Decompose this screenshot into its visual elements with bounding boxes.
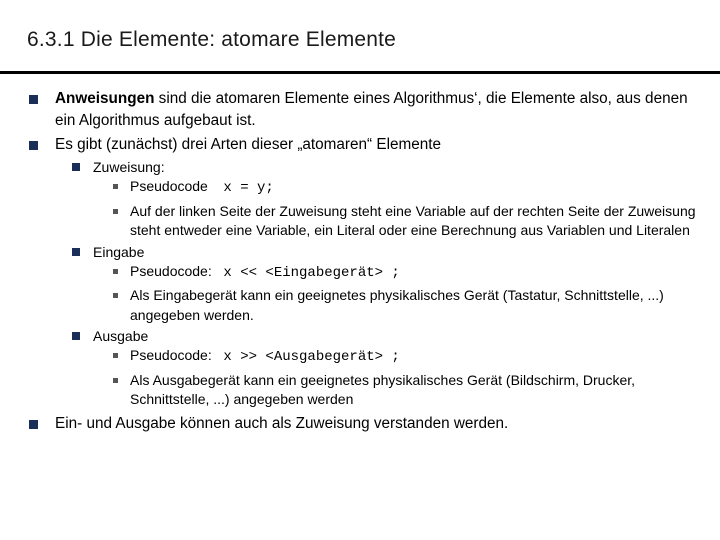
small-square-bullet-icon: [113, 209, 118, 214]
eingabe-desc-text: Als Eingabegerät kann ein geeignetes physikalisches Gerät (Tastatur, Schnittstelle, ...) angegeben werden.: [130, 287, 664, 323]
bullet-anweisungen-bold: Anweisungen: [55, 90, 155, 107]
bullet-ein-ausgabe-text: Ein- und Ausgabe können auch als Zuweisung verstanden werden.: [55, 414, 509, 432]
square-bullet-icon: [72, 248, 80, 256]
small-square-bullet-icon: [113, 184, 118, 189]
bullet-ein-ausgabe: [0, 413, 695, 435]
subbullet-ausgabe: [0, 327, 693, 346]
pseudocode-value: x >> <Ausgabegerät> ;: [223, 349, 400, 365]
pseudocode-value: x = y;: [223, 180, 274, 196]
eingabe-pseudocode: [0, 262, 700, 284]
pseudocode-label: Pseudocode:: [130, 262, 212, 279]
slide-title: 6.3.1 Die Elemente: atomare Elemente: [27, 28, 397, 51]
subbullet-zuweisung: [0, 158, 693, 177]
bullet-anweisungen-text: sind die atomaren Elemente eines Algorithmus‘, die Elemente also, aus denen ein Algorithmus aufgebaut ist.: [55, 90, 688, 129]
small-square-bullet-icon: [113, 378, 118, 383]
pseudocode-label: Pseudocode: [130, 178, 208, 194]
slide-content: [0, 88, 720, 435]
ausgabe-label: Ausgabe: [93, 328, 149, 344]
ausgabe-pseudocode: [0, 346, 700, 368]
ausgabe-desc-text: Als Ausgabegerät kann ein geeignetes physikalisches Gerät (Bildschirm, Drucker, Schnittstelle, ...) angegeben werden: [130, 371, 636, 407]
square-bullet-icon: [29, 420, 38, 429]
bullet-arten-text: Es gibt (zunächst) drei Arten dieser „atomaren“ Elemente: [55, 136, 441, 153]
eingabe-description: [0, 286, 700, 325]
square-bullet-icon: [72, 332, 80, 340]
subbullet-eingabe: [0, 243, 693, 262]
zuweisung-label: Zuweisung:: [93, 159, 165, 175]
square-bullet-icon: [29, 141, 38, 150]
zuweisung-pseudocode: [0, 177, 700, 199]
title-divider: [0, 71, 720, 74]
small-square-bullet-icon: [113, 353, 118, 358]
square-bullet-icon: [72, 163, 80, 171]
eingabe-label: Eingabe: [93, 243, 145, 260]
pseudocode-label: Pseudocode:: [130, 347, 212, 363]
small-square-bullet-icon: [113, 269, 118, 274]
square-bullet-icon: [29, 95, 38, 104]
zuweisung-desc-text: Auf der linken Seite der Zuweisung steht eine Variable auf der rechten Seite der Zuweisung steht entweder eine Variable, ein Literal oder eine Berechnung aus Variablen und Literalen: [130, 202, 696, 238]
pseudocode-value: x << <Eingabegerät> ;: [223, 264, 400, 281]
small-square-bullet-icon: [113, 293, 118, 298]
bullet-anweisungen: [0, 88, 695, 132]
ausgabe-description: [0, 371, 700, 410]
zuweisung-description: [0, 202, 700, 241]
bullet-arten: [0, 134, 695, 156]
